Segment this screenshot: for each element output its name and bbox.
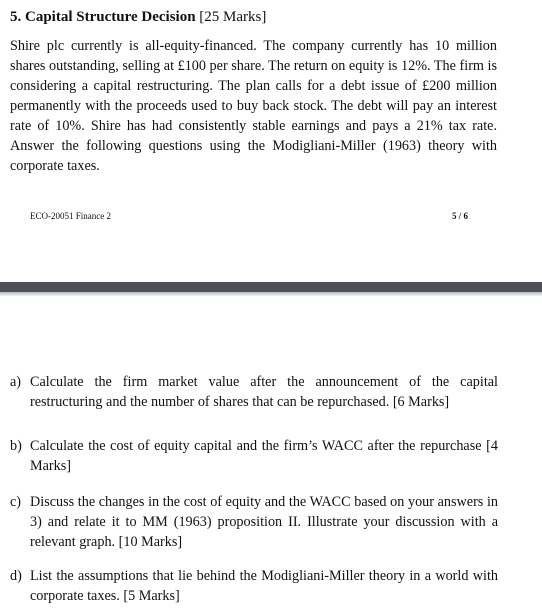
page-separator xyxy=(0,282,542,292)
question-part-d xyxy=(10,566,498,606)
part-text: Calculate the firm market value after the announcement of the capital restructuring and the number of shares that can be repurchased. [6 Marks] xyxy=(30,374,498,410)
question-marks: [25 Marks] xyxy=(199,9,267,25)
question-title: 5. Capital Structure Decision xyxy=(10,9,196,25)
question-parts-list xyxy=(10,372,498,606)
question-part-a xyxy=(10,372,498,436)
part-marker: c) xyxy=(10,494,22,510)
question-part-c xyxy=(10,492,498,566)
question-heading xyxy=(10,7,266,27)
question-intro: Shire plc currently is all-equity-financed. The company currently has 10 million shares outstanding, selling at £100 per share. The return on equity is 12%. The firm is considering a capital restructuring. The plan calls for a debt issue of £200 million permanently with the proceeds used to buy back stock. The debt will pay an interest rate of 10%. Shire has had consistently stable earnings and pays a 21% tax rate. Answer the following questions using the Modigliani-Miller (1963) theory with corporate taxes. xyxy=(10,38,497,174)
page-footer-number: 5 / 6 xyxy=(452,211,469,221)
document-page-5 xyxy=(0,0,542,282)
page-footer-course: ECO-20051 Finance 2 xyxy=(30,211,111,221)
part-marker: b) xyxy=(10,438,22,454)
page-separator-shadow xyxy=(0,292,542,296)
part-text: List the assumptions that lie behind the Modigliani-Miller theory in a world with corporate taxes. [5 Marks] xyxy=(30,568,498,604)
part-marker: a) xyxy=(10,374,22,390)
part-text: Calculate the cost of equity capital and the firm’s WACC after the repurchase [4 Marks] xyxy=(30,438,498,474)
part-marker: d) xyxy=(10,568,22,584)
question-part-b xyxy=(10,436,498,492)
part-text: Discuss the changes in the cost of equity and the WACC based on your answers in 3) and relate it to MM (1963) proposition II. Illustrate your discussion with a relevant graph. [10 Marks] xyxy=(30,494,498,550)
